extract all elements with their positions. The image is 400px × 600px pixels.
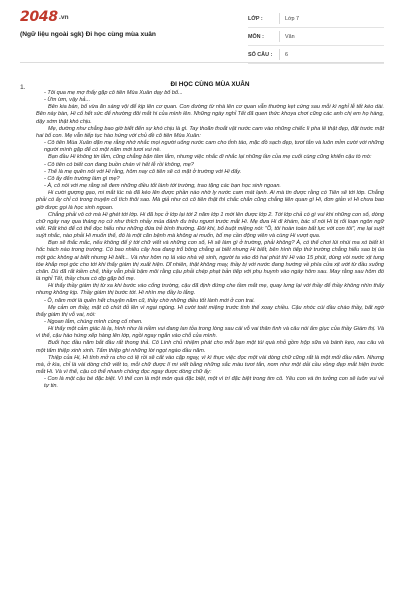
- meta-value-grade: Lớp 7: [285, 15, 300, 22]
- story-paragraph: Hi thấy một cảm giác là lạ, hình như là niềm vui đang lan tỏa trong lòng sau cái vỗ vai thân tình và câu nói ấm giục của thầy Giám thị. Và vì thế, cậu hào hứng xếp hàng lên lớp, ngồi ngay ngắn vào chỗ của mình.: [36, 326, 384, 340]
- dialogue-line: - Ừm ừm, vậy hả...: [44, 97, 91, 104]
- dialogue-line: - Cô ấy đến trường làm gì mẹ?: [44, 175, 120, 182]
- story-paragraph: Thiệp của Hi, Hi tính mở ra cho có lệ rồi sẽ cất vào cặp ngay, vì kì thực việc đọc một vài dòng chữ cũng rất là một mối đầu năm. Nhưng mà, ở kìa, chỉ là vài dòng chữ viết to, mỗi chữ được lí mi viết bằng những sắc màu tươi tắn, nom như một dải cầu vồng đẹp mắt hiện trước mắt Hi. Và vì thế, cậu có thể nhanh chóng đọc ngay được dòng chữ ấy:: [36, 354, 384, 376]
- site-logo[interactable]: [20, 9, 68, 25]
- dialogue-line: - Ngoan lắm, chúng mình cùng cố nhen.: [44, 319, 143, 325]
- story-paragraph: Bạn sẽ thắc mắc, nếu không để ý tới chữ viết và những con số, Hi sẽ làm gì ở trường, phải không? À, có thể chơi lúi nhúi ma xó biết kì hốc hách nào trong trường. Có bao nhiêu cây hoa đang trổ bông chẳng ai biết nhưng Hi biết, bên hình tiếp thứ trường chẳng hiểu sao bị úa một góc không ai biết nhưng Hi biết... Và như hôm nọ lá vào nhà vệ sinh, người ta vào đó hai phút thì Hi vào 15 phút, dùng vòi nước xịt tung tóe khắp mọi góc cho tới khi thấy giám thị xuất hiện. Dĩ nhiên, thật không may, thầy bị với nước đang hướng về phía cửa xịt ướt từ đầu xuống chân. Dù đã rất kiềm chế, thầy vẫn phải bậm môi rằng cậu phải chép phạt bản tiếp với phụ huynh vào ngày hôm sau. May rằng sau hôm đó là nghỉ Tết, thầy chưa có dịp gặp bố mẹ.: [36, 240, 384, 283]
- dialogue-line: - Tôi qua mẹ mợ thấy gặp cô tiên Mùa Xuân dạy bố bố...: [44, 90, 183, 96]
- logo-text: 2048: [20, 9, 58, 25]
- story-body: [36, 90, 384, 391]
- story-paragraph: Chẳng phải vô cớ mà Hi ghét tới lớp. Hi đã học ở lớp lại tới 2 năm lớp 1 mới lên được lớp 2. Tới lớp chả có gì vui khi những con số, dòng chữ ngày nay qua tháng nọ cứ như thích nhảy múa đánh đu trêu ngươi trước mắt Hi. Mẹ đưa Hi đi khám, bác sĩ nói Hi bị rối loạn ngôn ngữ viết. Rất khó để có thể đọc hiểu như những đứa trẻ bình thường. Đôi khi, bố buột miệng nói: "Ồ, tôi hoàn toàn bất lực với con tôi", mẹ lại suýt suýt nhắc, nào phải Hi muốn thế, đó là một căn bệnh mà không ai muốn, bố mẹ cần động viên và cùng Hi vượt qua.: [36, 211, 384, 240]
- story-paragraph: Mẹ cảm ơn thầy, mặt cô chút đỏ lên vì ngại ngùng. Hi cười toét miệng trước tình thế xoay chiều. Cậu nhóc cúi đầu chào thầy, bất ngờ thấy giám thị vỗ vai, nói:: [36, 304, 384, 318]
- meta-value-subject: Văn: [285, 33, 295, 40]
- dialogue-line: - Con là một cậu bé đặc biệt. Vì thế con là một món quà đặc biệt, một vì trí đặc biệt trong tim cô. Yêu con và tin tưởng con sẽ luôn vui vẻ tự tin.: [44, 376, 384, 390]
- meta-row-grade: [248, 10, 384, 28]
- meta-label-question-count: SỐ CÂU :: [248, 51, 273, 58]
- story-paragraph: Mẹ, dường như chẳng bao giờ biết đến sự khó chịu là gì. Tay thoăn thoắt vật nước cam vào những chiếc lì pha lê thật đẹp, đặt trước mặt hai bố con. Mẹ vẫn tiếp tục hào hứng với chủ đề cô tiên Mùa Xuân:: [36, 125, 384, 139]
- header-divider: [20, 62, 384, 63]
- page-header: [0, 0, 400, 62]
- meta-value-question-count: 6: [285, 51, 288, 58]
- story-paragraph: Bên kia bàn, bố vừa ăn sáng vội để kịp lên cơ quan. Con đường từ nhà lên cơ quan vẫn thường kẹt cứng sau mỗi kì nghỉ lễ tết kéo dài. Bên này bàn, Hi cố hết sức để nhường đôi mắt hi của mình lên. Những ngày nghỉ Tết đã quen thức khoya chơi cũng các anh chị em họ hàng, dậy sớm thật khó chịu.: [36, 104, 384, 125]
- dialogue-line: - À, cô nói với mẹ rằng sẽ đem những điều tốt lành tới trường, trao tặng các bạn học sinh ngoan.: [44, 183, 281, 190]
- story-paragraph: Hi thấy thầy giám thị từ xa khi bước vào cổng trường, cậu đã định đứng che tầm mắt mẹ, quay lưng lại với thầy để thầy không nhìn thấy nhưng không kịp. Thầy giám thị bước tới. Hi nhìn mẹ đầy lo lắng.: [36, 283, 384, 297]
- dialogue-line: - Cô tiên có biết con đang buồn chán vì hết lễ rồi không, mẹ?: [44, 161, 194, 168]
- document-title: (Ngữ liệu ngoài sgk) Đi học cùng mùa xuân: [20, 31, 156, 38]
- question-content: [36, 81, 384, 391]
- logo-tld: .vn: [58, 13, 69, 21]
- meta-label-subject: MÔN :: [248, 33, 264, 40]
- story-paragraph: Buổi học đầu năm bắt đầu rất thong thả. Cô Linh chủ nhiệm phát cho mỗi bạn một túi quà nhỏ gồm hộp sữa và bánh kẹo, rau câu và một tấm thiệp xinh xinh. Tấm thiệp ghi những lời ngọt ngào đầu năm.: [36, 340, 384, 354]
- question-number: 1.: [20, 84, 26, 91]
- story-paragraph: Bạn đầu Hi không tin lắm, cũng chẳng bận tâm lắm, nhưng việc nhắc đi nhắc lại những lần của mẹ cuối cùng cũng khiến cậu tò mò:: [48, 154, 372, 161]
- meta-separator: [279, 31, 280, 42]
- document-meta: [248, 10, 384, 64]
- dialogue-line: - Thế là mẹ quên nói với Hi rằng, hôm nay cô tiên sẽ có mặt ở trường với Hi đấy.: [44, 168, 242, 175]
- dialogue-line: - Cô tiên Mùa Xuân dặn mẹ rằng nhớ nhắc mọi người uống nước cam cho tỉnh táo, mặc đồ sạch đẹp, tươi tắn và luôn mỉm cười với những người mình gặp để có một năm mới tươi vui nè.: [44, 140, 384, 154]
- meta-separator: [279, 49, 280, 60]
- story-paragraph: Hi cười gượng gạo, mi mắt lúc nà đã kéo lên được phần nào nhờ ly nước cam mát lạnh. Ai mà tin được rằng có Tiên sẽ tới lớp. Chẳng phải có ấy chỉ có trong truyện cổ tích thôi sao. Mà giả như có cô tiên thật thì chắc chắn cũng chẳng liên quan gì Hi, đơn giản vì Hi chưa bao giờ được gọi là học sinh ngoan.: [36, 190, 384, 211]
- dialogue-line: - Ồ, năm mới là quên hết chuyện năm cũ, thầy chờ những điều tốt lành mới ở con trai.: [44, 297, 255, 304]
- story-title: ĐI HỌC CÙNG MÙA XUÂN: [170, 81, 250, 88]
- meta-label-grade: LỚP :: [248, 15, 263, 22]
- meta-separator: [279, 13, 280, 24]
- meta-row-subject: [248, 28, 384, 46]
